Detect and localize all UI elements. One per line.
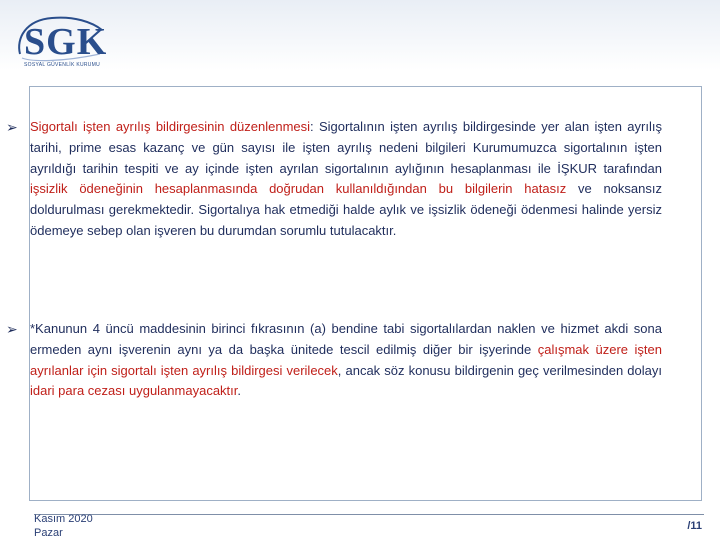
bullet-1-title: Sigortalı işten ayrılış bildirgesinin düzenlenmesi xyxy=(30,119,311,134)
footer-place: Pazar xyxy=(34,527,63,539)
logo-text: SGK xyxy=(24,21,108,63)
bullet-item-2 xyxy=(6,319,662,402)
bullet-2-text-c: . xyxy=(237,383,242,399)
arrow-bullet-icon: ➢ xyxy=(6,321,18,337)
footer-divider xyxy=(34,514,704,515)
bullet-1-text-b: ve noksansız doldurulması gerekmektedir. Sigortalıya hak etmediği halde aylık ve işsizlik ödeneği ödenmesi halinde yersiz ödemeye sebep olan işveren bu durumdan sorumlu tutulacaktır. xyxy=(30,181,662,238)
header-band xyxy=(0,0,720,70)
logo-subtitle: SOSYAL GÜVENLİK KURUMU xyxy=(24,62,101,68)
bullet-2-highlight-a: çalışmak üzere işten ayrılanlar için sigortalı işten ayrılış bildirgesi verilecek xyxy=(30,341,662,378)
bullet-2-text-a: *Kanunun 4 üncü maddesinin birinci fıkrasının (a) bendine tabi sigortalılardan naklen ve hizmet akdi sona ermeden aynı işverenin aynı ya da başka ünitede tescil edilmiş diğer bir işyerinde xyxy=(30,321,662,357)
bullet-2-text-b: , ancak söz konusu bildirgenin geç verilmesinden dolayı xyxy=(337,362,662,378)
arrow-bullet-icon: ➢ xyxy=(6,119,18,135)
sgk-logo xyxy=(6,8,108,68)
bullet-2-highlight-b: idari para cezası uygulanmayacaktır xyxy=(30,383,238,399)
bullet-1-text-a: : Sigortalının işten ayrılış bildirgesinde yer alan işten ayrılış tarihi, prime esas kazanç ve gün sayısı ile işten ayrılış nedeni bilgileri Kurumumuzca sigortalının işten ayrıldığı tarihin tespiti ve ay içinde işten ayrılan sigortalının aylığının hesaplanması ile İŞKUR tarafından xyxy=(30,119,662,176)
footer-date: Kasım 2020 xyxy=(34,513,93,525)
page-number: /11 xyxy=(687,520,702,532)
bullet-item-1 xyxy=(6,117,662,242)
bullet-1-highlight: işsizlik ödeneğinin hesaplanmasında doğrudan kullanıldığından bu bilgilerin hatasız xyxy=(30,181,567,197)
footer-info xyxy=(34,512,93,540)
